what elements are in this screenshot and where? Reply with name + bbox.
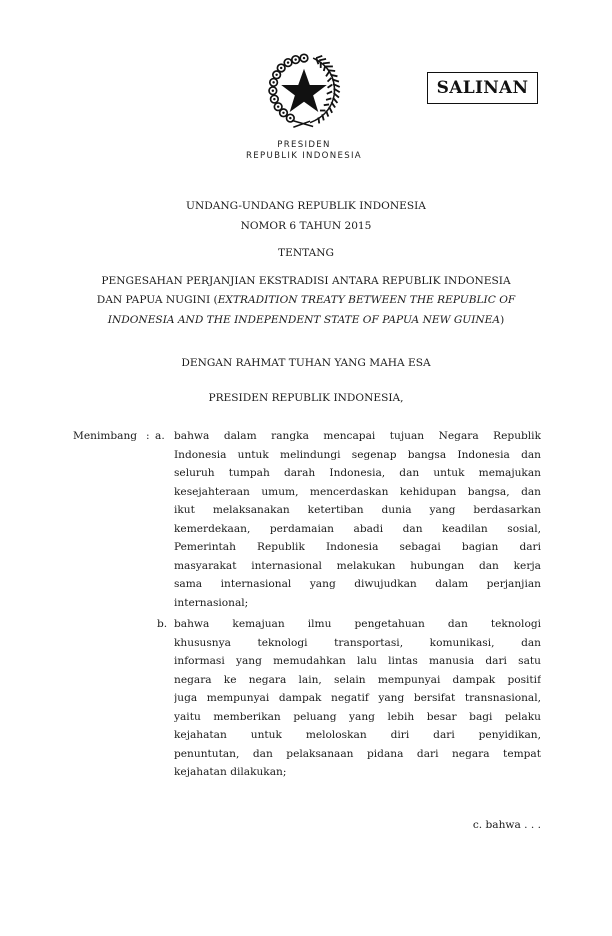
- item-a-line: Pemerintah Republik Indonesia sebagai bagian dari: [174, 541, 541, 554]
- item-b-line: informasi yang memudahkan lalu lintas manusia dari satu: [174, 655, 541, 668]
- item-a-line: ikut melaksanakan ketertiban dunia yang berdasarkan: [174, 504, 541, 517]
- item-a-marker: a.: [155, 430, 165, 442]
- page-continuation: c. bahwa . . .: [472, 819, 541, 831]
- item-a-line: internasional;: [174, 596, 249, 609]
- subject-line-3-italic: INDONESIA AND THE INDEPENDENT STATE OF PAPUA NEW GUINEA: [107, 314, 501, 326]
- garuda-star-emblem-icon: [266, 52, 342, 128]
- item-b-line: khususnya teknologi transportasi, komunikasi, dan: [174, 636, 541, 649]
- emblem-caption-president: PRESIDEN: [277, 140, 331, 150]
- blessing-line: DENGAN RAHMAT TUHAN YANG MAHA ESA: [181, 357, 431, 369]
- law-number: NOMOR 6 TAHUN 2015: [240, 220, 372, 232]
- subject-line-2-italic: EXTRADITION TREATY BETWEEN THE REPUBLIC OF: [217, 294, 516, 306]
- salinan-stamp: SALINAN: [427, 72, 538, 104]
- item-b-line: bahwa kemajuan ilmu pengetahuan dan teknologi: [174, 618, 541, 630]
- subject-line-2: [0, 293, 612, 307]
- item-a-line: seluruh tumpah darah Indonesia, dan untuk memajukan: [174, 467, 541, 480]
- item-b-text: [174, 615, 541, 782]
- item-a-text: [174, 427, 541, 612]
- considerations-separator: :: [146, 430, 150, 442]
- item-a-line: masyarakat internasional melakukan hubungan dan kerja: [174, 559, 541, 572]
- item-a-line: sama internasional yang diwujudkan dalam perjanjian: [174, 578, 541, 591]
- about-heading: TENTANG: [278, 247, 334, 259]
- item-a-line: kemerdekaan, perdamaian abadi dan keadilan sosial,: [174, 522, 541, 535]
- item-b-line: kejahatan untuk meloloskan diri dari penyidikan,: [174, 729, 541, 742]
- item-b-line: kejahatan dilakukan;: [174, 766, 287, 779]
- item-b-line: juga mempunyai dampak negatif yang bersifat transnasional,: [174, 692, 541, 705]
- item-a-line: Indonesia untuk melindungi segenap bangsa Indonesia dan: [174, 448, 541, 461]
- subject-line-3-close: ): [500, 314, 505, 326]
- emblem-caption-republic: REPUBLIK INDONESIA: [246, 151, 362, 161]
- item-a-line: bahwa dalam rangka mencapai tujuan Negara Republik: [174, 430, 541, 442]
- considerations-label: Menimbang: [73, 430, 138, 442]
- item-b-line: yaitu memberikan peluang yang lebih besar bagi pelaku: [174, 710, 541, 723]
- law-title: UNDANG-UNDANG REPUBLIK INDONESIA: [186, 200, 426, 212]
- item-a-line: kesejahteraan umum, mencerdaskan kehidupan bangsa, dan: [174, 485, 541, 498]
- president-line: PRESIDEN REPUBLIK INDONESIA,: [208, 392, 404, 404]
- subject-line-2-plain: DAN PAPUA NUGINI (: [96, 294, 218, 306]
- item-b-line: penuntutan, dan pelaksanaan pidana dari negara tempat: [174, 747, 541, 760]
- subject-line-3: [0, 313, 612, 327]
- item-b-line: negara ke negara lain, selain mempunyai dampak positif: [174, 673, 541, 686]
- item-b-marker: b.: [157, 618, 168, 630]
- subject-line-1: PENGESAHAN PERJANJIAN EKSTRADISI ANTARA REPUBLIK INDONESIA: [101, 275, 511, 287]
